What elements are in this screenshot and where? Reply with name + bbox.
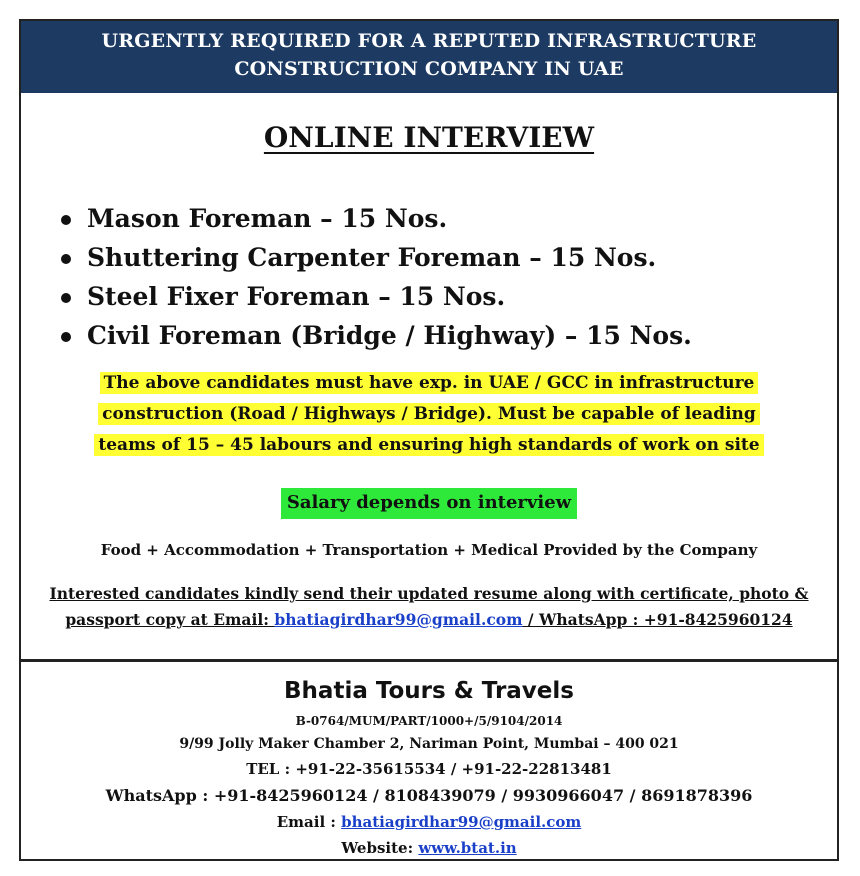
job-label: Mason Foreman – 15 Nos. xyxy=(87,204,448,233)
page-title: ONLINE INTERVIEW xyxy=(263,121,595,154)
apply-prefix: passport copy at Email: xyxy=(65,610,275,629)
main-content xyxy=(21,93,837,659)
company-phone: TEL : +91-22-35615534 / +91-22-22813481 xyxy=(246,760,612,778)
company-whatsapp: WhatsApp : +91-8425960124 / 8108439079 / 9930966047 / 8691878396 xyxy=(105,786,753,805)
company-website xyxy=(21,835,837,861)
job-label: Steel Fixer Foreman – 15 Nos. xyxy=(87,282,506,311)
company-address: 9/99 Jolly Maker Chamber 2, Nariman Point, Mumbai – 400 021 xyxy=(179,736,679,752)
bullet-icon xyxy=(61,332,71,342)
salary-text: Salary depends on interview xyxy=(281,488,577,519)
apply-email-link[interactable]: bhatiagirdhar99@gmail.com xyxy=(274,610,523,629)
list-item xyxy=(61,277,692,316)
website-link[interactable]: www.btat.in xyxy=(418,839,517,857)
header-line-1: URGENTLY REQUIRED FOR A REPUTED INFRASTRUCTURE xyxy=(101,30,757,52)
website-label: Website: xyxy=(341,839,419,857)
advertisement-frame xyxy=(19,19,839,861)
requirements-block xyxy=(21,368,837,461)
agency-footer xyxy=(21,662,837,861)
bullet-icon xyxy=(61,254,71,264)
requirements-line-2: construction (Road / Highways / Bridge). Must be capable of leading xyxy=(98,403,760,425)
requirements-line-3: teams of 15 – 45 labours and ensuring high standards of work on site xyxy=(94,434,763,456)
job-label: Shuttering Carpenter Foreman – 15 Nos. xyxy=(87,243,657,272)
bullet-icon xyxy=(61,215,71,225)
list-item xyxy=(61,238,692,277)
benefits-text: Food + Accommodation + Transportation + Medical Provided by the Company xyxy=(100,541,758,559)
job-list xyxy=(61,199,692,355)
apply-instructions xyxy=(21,581,837,633)
email-label: Email : xyxy=(276,813,342,831)
list-item xyxy=(61,199,692,238)
apply-line-2 xyxy=(21,607,837,633)
company-name: Bhatia Tours & Travels xyxy=(284,678,574,704)
requirements-line-1: The above candidates must have exp. in UAE / GCC in infrastructure xyxy=(100,372,759,394)
apply-suffix: / WhatsApp : +91-8425960124 xyxy=(522,610,793,629)
bullet-icon xyxy=(61,293,71,303)
apply-line-1: Interested candidates kindly send their updated resume along with certificate, photo & xyxy=(49,584,809,603)
header-banner xyxy=(21,21,837,93)
company-email xyxy=(21,809,837,835)
header-line-2: CONSTRUCTION COMPANY IN UAE xyxy=(234,58,624,80)
registration-number: B-0764/MUM/PART/1000+/5/9104/2014 xyxy=(295,714,563,728)
list-item xyxy=(61,316,692,355)
footer-email-link[interactable]: bhatiagirdhar99@gmail.com xyxy=(341,813,582,831)
salary-note xyxy=(21,488,837,519)
job-label: Civil Foreman (Bridge / Highway) – 15 Nos. xyxy=(87,321,692,350)
